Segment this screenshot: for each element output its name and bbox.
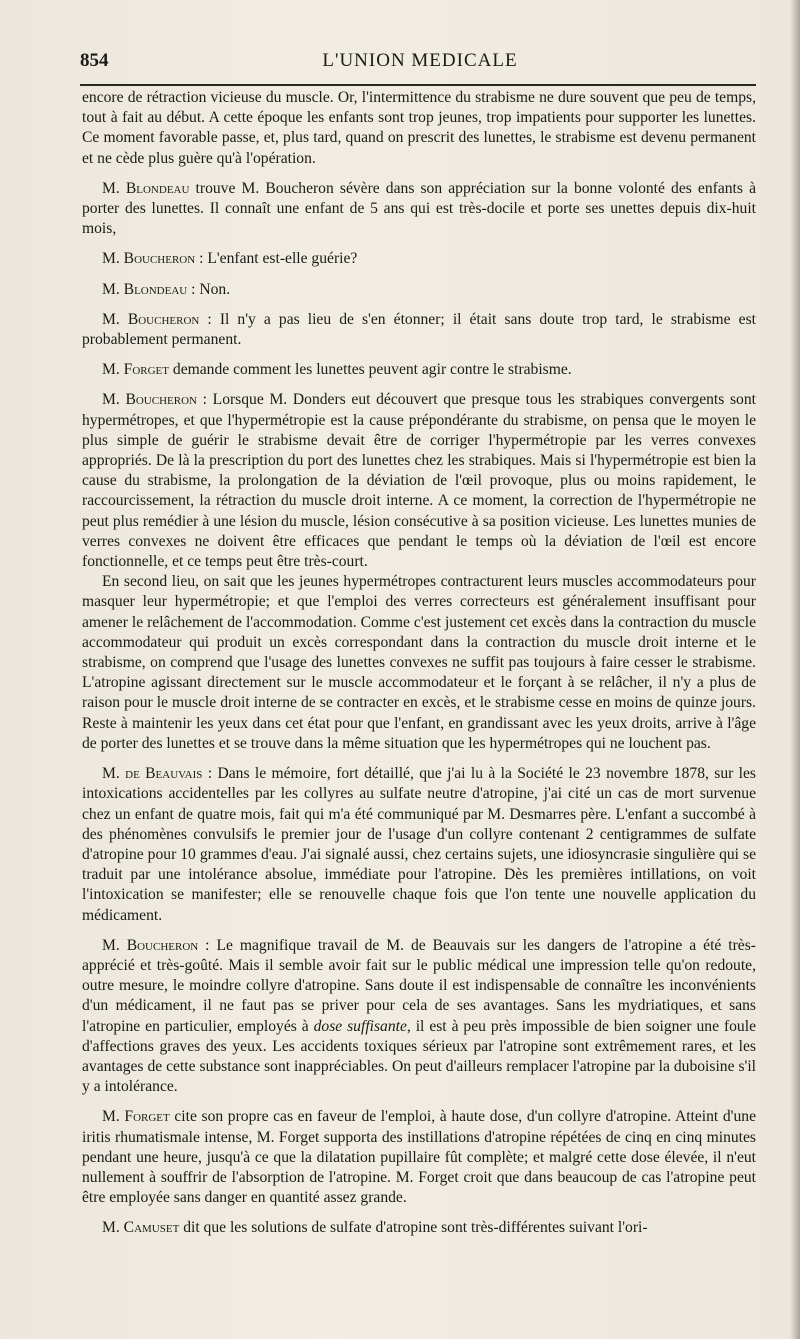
speaker-name: M. Boucheron bbox=[102, 310, 200, 328]
speaker-name: M. Blondeau bbox=[102, 280, 188, 298]
paragraph: M. de Beauvais : Dans le mémoire, fort détaillé, que j'ai lu à la Société le 23 novembre 1878, sur les intoxications accidentelles par les collyres au sulfate neutre d'atropine, j'ai cité un cas de mort survenue chez un enfant de quatre mois, fait qui m'a été communiqué par M. Desmarres père. L'enfant a succombé à des phénomènes convulsifs le premier jour de l'usage d'un collyre contenant 2 centigrammes de sulfate d'atropine pour 10 grammes d'eau. J'ai signalé aussi, chez certains sujets, une idiosyncrasie singulière qui se traduit par une intolérance absolue, immédiate pour l'atropine. Dès les premières intillations, on voit l'intoxication se manifester; elle se renouvelle chaque fois que l'on tente une nouvelle application du médicament. bbox=[82, 765, 756, 924]
speaker-name: M. Blondeau bbox=[102, 179, 190, 197]
paragraph: M. Blondeau trouve M. Boucheron sévère dans son appréciation sur la bonne volonté des enfants à porter des lunettes. Il connaît une enfant de 5 ans qui est très-docile et porte ses unettes depuis dix-huit mois, bbox=[82, 179, 756, 238]
paragraph: M. Forget demande comment les lunettes peuvent agir contre le strabisme. bbox=[102, 361, 572, 379]
paragraph: M. Forget cite son propre cas en faveur de l'emploi, à haute dose, d'un collyre d'atropine. Atteint d'une iritis rhumatismale intense, M. Forget supporta des instillations d'atropine répétées de cinq en cinq minutes pendant une heure, jusqu'à ce que la dilatation pupillaire fût complète; et malgré cette dose élevée, il n'eut nullement à souffrir de l'absorption de l'atropine. M. Forget croit que dans beaucoup de cas l'atropine peut être employée sans danger en quantité assez grande. bbox=[82, 1108, 757, 1207]
document-body bbox=[82, 88, 756, 1239]
page-number: 854 bbox=[80, 50, 109, 71]
page-header bbox=[80, 46, 760, 76]
speaker-name: M. Forget bbox=[102, 361, 169, 379]
paragraph: M. Boucheron : L'enfant est-elle guérie? bbox=[102, 250, 358, 268]
page-edge-shadow bbox=[790, 0, 800, 1339]
paragraph: M. Boucheron : Il n'y a pas lieu de s'en étonner; il était sans doute trop tard, le strabisme est probablement permanent. bbox=[82, 310, 756, 349]
paragraph: En second lieu, on sait que les jeunes hypermétropes contracturent leurs muscles accommodateurs pour masquer leur hypermétropie; et que l'emploi des verres correcteurs est généralement insuffisant pour amener le relâchement de l'accommodation. Comme c'est justement cet excès dans la contraction du muscle accommodateur qui produit un excès correspondant dans la contraction du muscle droit interne et le strabisme, on comprend que l'usage des lunettes convexes ne suffit pas toujours à faire cesser le strabisme. L'atropine agissant directement sur le muscle accommodateur et le forçant à se relâcher, il n'y a plus de raison pour le muscle droit interne de se contracter en excès, et le strabisme cesse en moins de quinze jours. Reste à maintenir les yeux dans cet état pour que l'enfant, en grandissant avec les yeux droits, arrive à l'âge de porter des lunettes et se trouve dans la même situation que les hypermétropes qui ne louchent pas. bbox=[82, 573, 756, 752]
header-rule bbox=[80, 84, 756, 86]
paragraph: encore de rétraction vicieuse du muscle. Or, l'intermittence du strabisme ne dure souvent que peu de temps, tout à fait au début. A cette époque les enfants sont trop jeunes, trop impatients pour supporter les lunettes. Ce moment favorable passe, et, plus tard, quand on prescrit des lunettes, le strabisme est devenu permanent et ne cède plus guère qu'à l'opération. bbox=[82, 89, 756, 167]
speaker-name: M. Boucheron bbox=[102, 391, 197, 409]
speaker-name: M. Forget bbox=[102, 1108, 170, 1126]
paragraph: M. Blondeau : Non. bbox=[102, 280, 231, 298]
paragraph: M. Boucheron : Le magnifique travail de M. de Beauvais sur les dangers de l'atropine a été très-apprécié et très-goûté. Mais il semble avoir fait sur le public médical une impression telle qu'on redoute, outre mesure, le moindre collyre d'atropine. Sans doute il est indispensable de connaître les inconvénients d'un médicament, il ne faut pas se priver pour cela de ses avantages. Sans les mydriatiques, et sans l'atropine en particulier, employés à dose suffisante, il est à peu près impossible de bien soigner une foule d'affections graves des yeux. Les accidents toxiques sérieux par l'atropine sont extrêmement rares, et les avantages de cette substance sont inappréciables. On peut d'ailleurs remplacer l'atropine par la duboisine s'il y a intolérance. bbox=[82, 936, 756, 1096]
paragraph: M. Camuset dit que les solutions de sulfate d'atropine sont très-différentes suivant l'ori- bbox=[102, 1219, 648, 1237]
speaker-name: M. Boucheron bbox=[102, 936, 199, 954]
speaker-name: M. de Beauvais bbox=[102, 765, 203, 783]
speaker-name: M. Boucheron bbox=[102, 250, 196, 268]
running-title: L'UNION MEDICALE bbox=[322, 50, 518, 71]
emphasis: dose suffisante bbox=[313, 1017, 407, 1035]
paragraph: M. Boucheron : Lorsque M. Donders eut découvert que presque tous les strabiques convergents sont hypermétropes, et que l'hypermétropie est la cause prépondérante du strabisme, on pensa que le moyen le plus simple de guérir le strabisme devait être de corriger l'hypermétropie par les verres convexes appropriés. De là la prescription du port des lunettes chez les strabiques. Mais si l'hypermétropie est bien la cause du strabisme, la prolongation de la déviation de l'œil provoque, plus ou moins rapidement, le raccourcissement, la rétraction du muscle droit interne. A ce moment, la correction de l'hypermétropie ne peut plus remédier à une lésion du muscle, lésion consécutive à sa position vicieuse. Les lunettes munies de verres convexes ne doivent être efficaces que pendant le temps où la déviation de l'œil est encore fonctionnelle, et ce temps peut être très-court. bbox=[82, 391, 756, 571]
speaker-name: M. Camuset bbox=[102, 1219, 180, 1237]
